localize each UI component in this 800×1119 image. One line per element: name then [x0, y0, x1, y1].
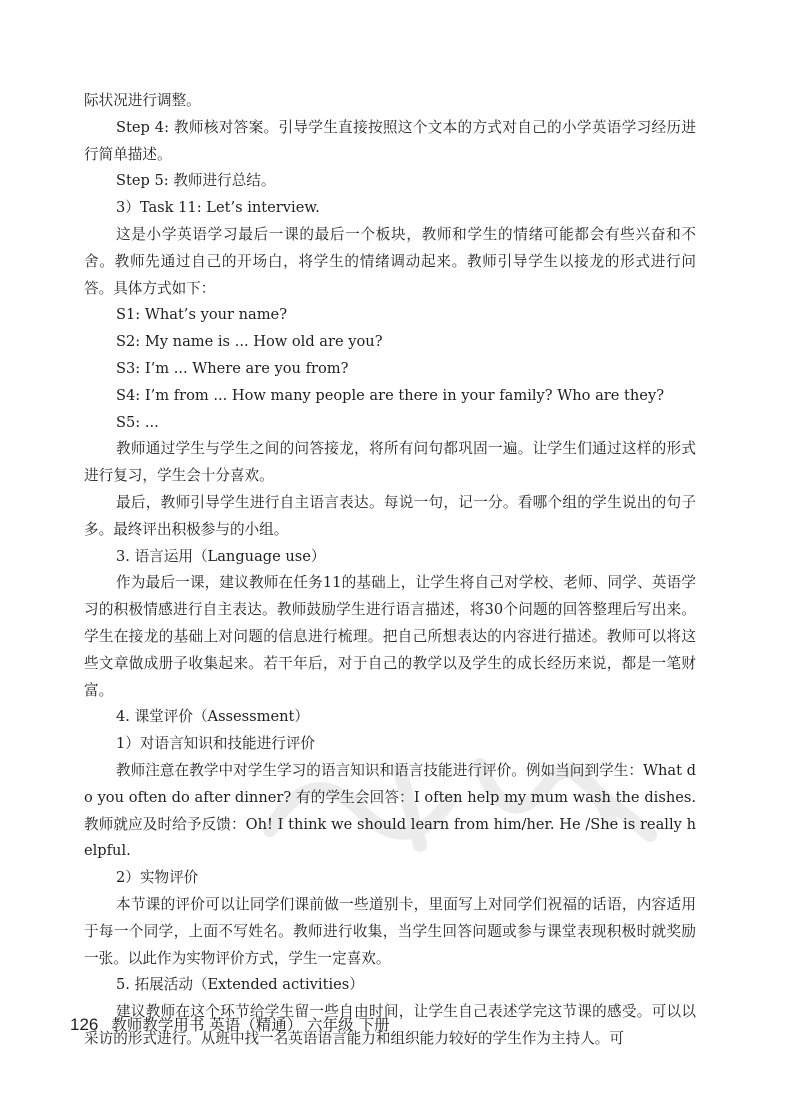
heading-extended-activities: 5. 拓展活动（Extended activities）	[116, 976, 364, 994]
dialogue-line-s4: S4: I’m from ... How many people are there in your family? Who are they?	[116, 386, 665, 404]
dialogue-line-s3: S3: I’m ... Where are you from?	[116, 359, 349, 377]
heading-task-11: 3）Task 11: Let’s interview.	[116, 199, 320, 217]
paragraph-language-use: 作为最后一课，建议教师在任务11的基础上，让学生将自己对学校、老师、同学、英语学习的积极情感进行自主表达。教师鼓励学生进行语言描述，将30个问题的回答整理后写出来。学生在接龙的基础上对问题的信息进行梳理。把自己所想表达的内容进行描述。教师可以将这些文章做成册子收集起来。若干年后，对于自己的教学以及学生的成长经历来说，都是一笔财富。	[84, 574, 696, 699]
paragraph-review: 教师通过学生与学生之间的问答接龙，将所有问句都巩固一遍。让学生们通过这样的形式进行复习，学生会十分喜欢。	[84, 440, 696, 485]
heading-assessment: 4. 课堂评价（Assessment）	[116, 708, 309, 726]
dialogue-line-s1: S1: What’s your name?	[116, 306, 288, 324]
paragraph-extended-activities: 建议教师在这个环节给学生留一些自由时间，让学生自己表述学完这节课的感受。可以以采访的形式进行。从班中找一名英语语言能力和组织能力较好的学生作为主持人。可	[84, 1003, 696, 1047]
heading-language-use: 3. 语言运用（Language use）	[116, 547, 326, 565]
page-number: 126	[70, 1015, 99, 1034]
paragraph-language-skills-assessment: 教师注意在教学中对学生学习的语言知识和语言技能进行评价。例如当问到学生：What do you often do after dinner? 有的学生会回答：I often help my mum wash the dishes. 教师就应及时给予反馈：Oh! I think we should learn from him/her. He /She is really helpful.	[84, 761, 696, 860]
book-title: 教师教学用书 英语（精通） 六年级 下册	[111, 1016, 390, 1034]
paragraph-continuation: 际状况进行调整。	[84, 92, 201, 109]
heading-object-assessment: 2）实物评价	[116, 869, 199, 887]
paragraph-task-11-intro: 这是小学英语学习最后一课的最后一个板块，教师和学生的情绪可能都会有些兴奋和不舍。教师先通过自己的开场白，将学生的情绪调动起来。教师引导学生以接龙的形式进行问答。具体方式如下：	[84, 225, 696, 297]
dialogue-line-s2: S2: My name is ... How old are you?	[116, 333, 383, 351]
paragraph-step-5: Step 5: 教师进行总结。	[116, 172, 276, 190]
heading-language-skills-assessment: 1）对语言知识和技能进行评价	[116, 735, 316, 753]
body-text	[84, 88, 696, 1053]
paragraph-finally: 最后，教师引导学生进行自主语言表达。每说一句，记一分。看哪个组的学生说出的句子多。最终评出积极参与的小组。	[84, 493, 696, 538]
page-footer	[70, 1013, 390, 1035]
dialogue-line-s5: S5: ...	[116, 413, 159, 431]
paragraph-step-4: Step 4: 教师核对答案。引导学生直接按照这个文本的方式对自己的小学英语学习经历进行简单描述。	[84, 118, 696, 163]
paragraph-object-assessment: 本节课的评价可以让同学们课前做一些道别卡，里面写上对同学们祝福的话语，内容适用于每一个同学，上面不写姓名。教师进行收集，当学生回答问题或参与课堂表现积极时就奖励一张。以此作为实物评价方式，学生一定喜欢。	[84, 895, 696, 967]
